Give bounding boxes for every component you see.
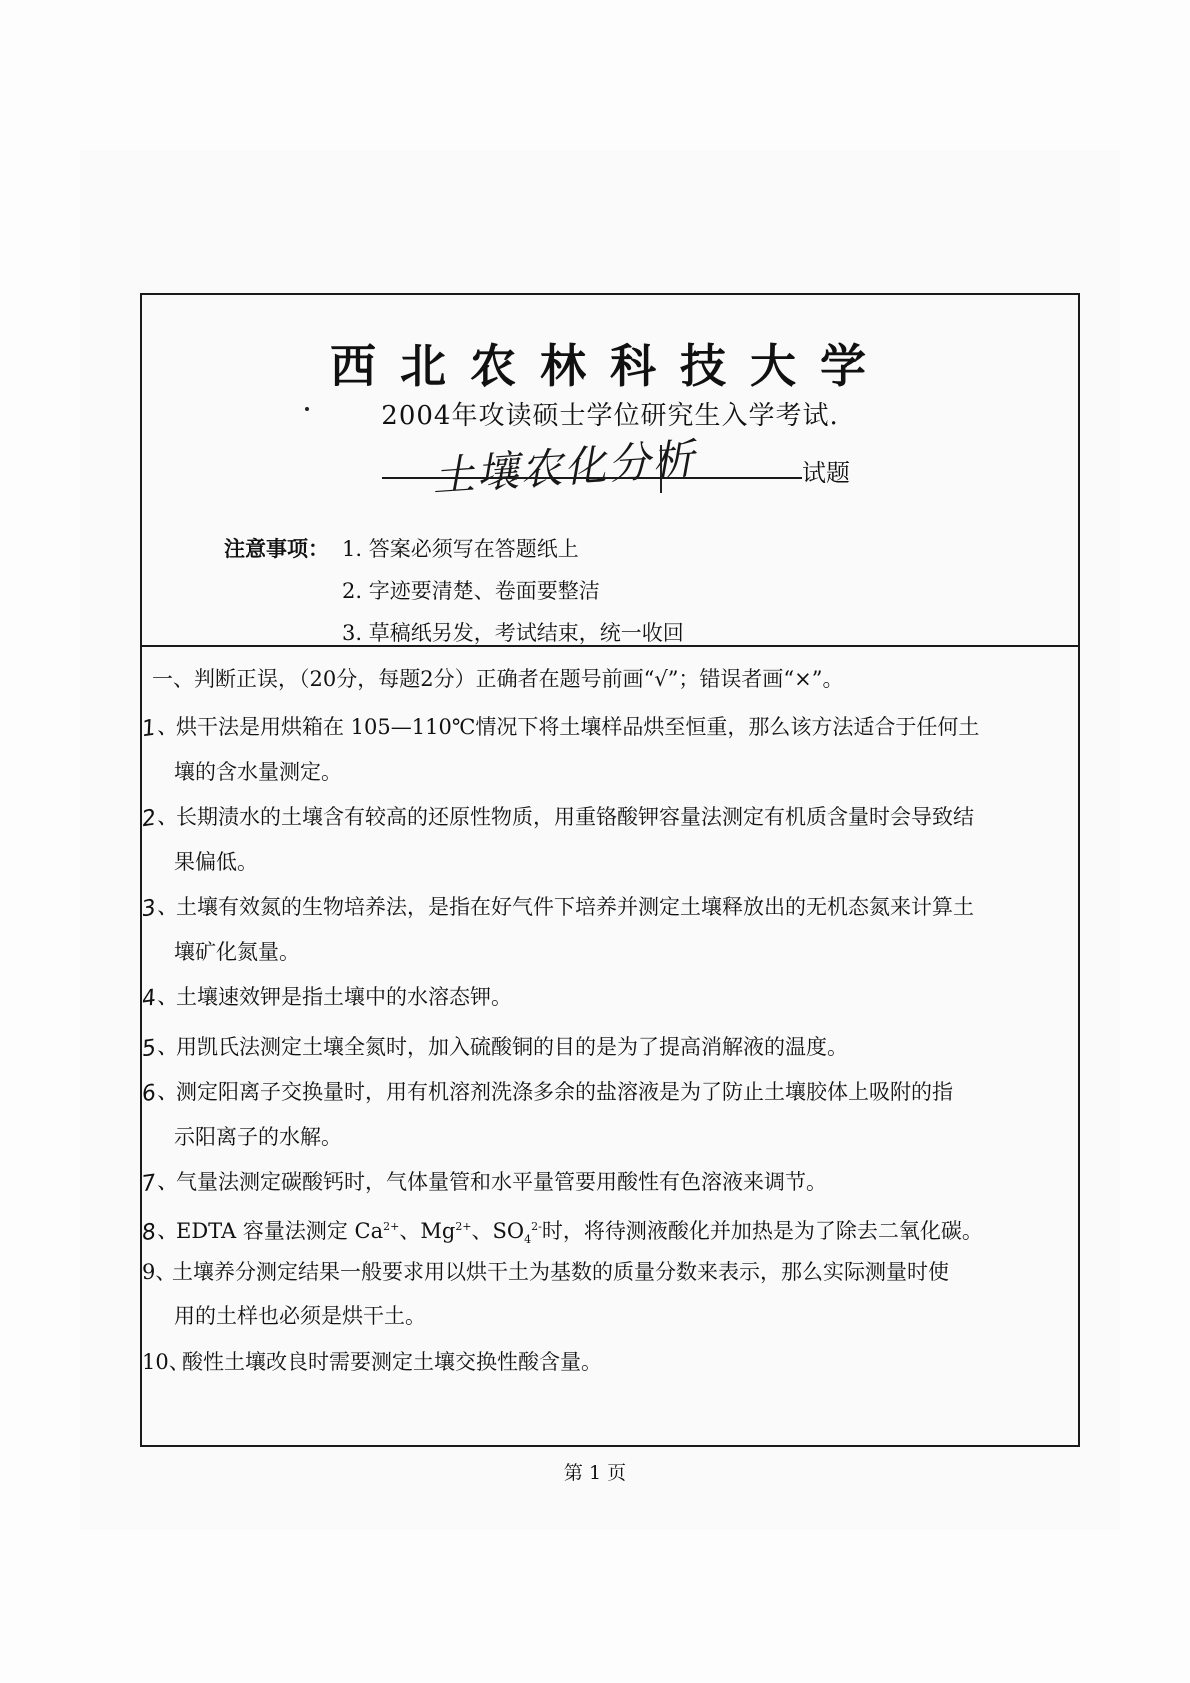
exam-header [142,295,1078,645]
question-6 [142,1070,1062,1159]
section-title: 一、判断正误，（20分，每题2分）正确者在题号前画“√”；错误者画“×”。 [152,667,844,691]
question-number: 2、 [140,802,180,833]
exam-title: 2004年攻读硕士学位研究生入学考试. [381,401,839,431]
question-text: 烘干法是用烘箱在 105—110℃情况下将土壤样品烘至恒重，那么该方法适合于任何土 [176,715,980,739]
question-text-cont: 壤的含水量测定。 [174,760,342,784]
note-item-2: 2. 字迹要清楚、卷面要整洁 [342,579,600,603]
page-number: 第 1 页 [563,1462,627,1484]
so4-subscript: 4 [524,1233,532,1247]
question-text-cont: 示阳离子的水解。 [174,1125,342,1149]
so4-charge: 2- [531,1220,542,1233]
question-text: 长期渍水的土壤含有较高的还原性物质，用重铬酸钾容量法测定有机质含量时会导致结 [176,805,974,829]
question-9 [142,1250,1062,1338]
question-text: 土壤有效氮的生物培养法，是指在好气件下培养并测定土壤释放出的无机态氮来计算土 [176,895,974,919]
question-number: 10、 [142,1350,190,1374]
question-text: 气量法测定碳酸钙时，气体量管和水平量管要用酸性有色溶液来调节。 [176,1170,827,1194]
handwritten-stroke [660,445,662,493]
question-text-mid2: 、SO [471,1219,525,1243]
question-text: 酸性土壤改良时需要测定土壤交换性酸含量。 [182,1350,602,1374]
question-text-cont: 果偏低。 [174,850,258,874]
mg-charge: 2+ [455,1220,472,1233]
question-5 [142,1025,1062,1070]
school-name: 西北农林科技大学 [330,339,890,393]
question-number: 3、 [140,892,180,923]
header-divider [142,645,1078,647]
note-item-3: 3. 草稿纸另发，考试结束，统一收回 [342,621,684,645]
question-text-cont: 用的土样也必须是烘干土。 [174,1304,426,1328]
question-text: 用凯氏法测定土壤全氮时，加入硫酸铜的目的是为了提高消解液的温度。 [176,1035,848,1059]
question-text: 土壤养分测定结果一般要求用以烘干土为基数的质量分数来表示，那么实际测量时使 [172,1260,949,1284]
question-3 [142,885,1062,974]
question-number: 6、 [140,1077,180,1108]
subject-handwritten: 土壤农化分析 [430,433,698,502]
question-number: 1、 [140,712,180,743]
question-number: 8、 [140,1216,180,1247]
ca-charge: 2+ [383,1220,400,1233]
exam-paper-frame [140,293,1080,1447]
question-4 [142,975,1062,1020]
question-7 [142,1160,1062,1205]
question-number: 7、 [140,1167,180,1198]
question-text: 土壤速效钾是指土壤中的水溶态钾。 [176,985,512,1009]
question-number: 4、 [140,982,180,1013]
subject-suffix: 试题 [802,459,850,487]
question-10 [142,1340,1062,1384]
question-text: 测定阳离子交换量时，用有机溶剂洗涤多余的盐溶液是为了防止土壤胶体上吸附的指 [176,1080,953,1104]
note-item-1: 1. 答案必须写在答题纸上 [342,537,579,561]
question-number: 9、 [142,1260,177,1284]
subject-underline [382,477,802,479]
question-2 [142,795,1062,884]
notes-label: 注意事项： [224,536,329,561]
question-text-cont: 壤矿化氮量。 [174,940,300,964]
question-1 [142,705,1062,794]
question-text-mid1: 、Mg [399,1219,456,1243]
question-text-pre: EDTA 容量法测定 Ca [176,1219,384,1243]
question-text-post: 时，将待测液酸化并加热是为了除去二氧化碳。 [541,1219,983,1243]
question-number: 5、 [140,1032,180,1063]
